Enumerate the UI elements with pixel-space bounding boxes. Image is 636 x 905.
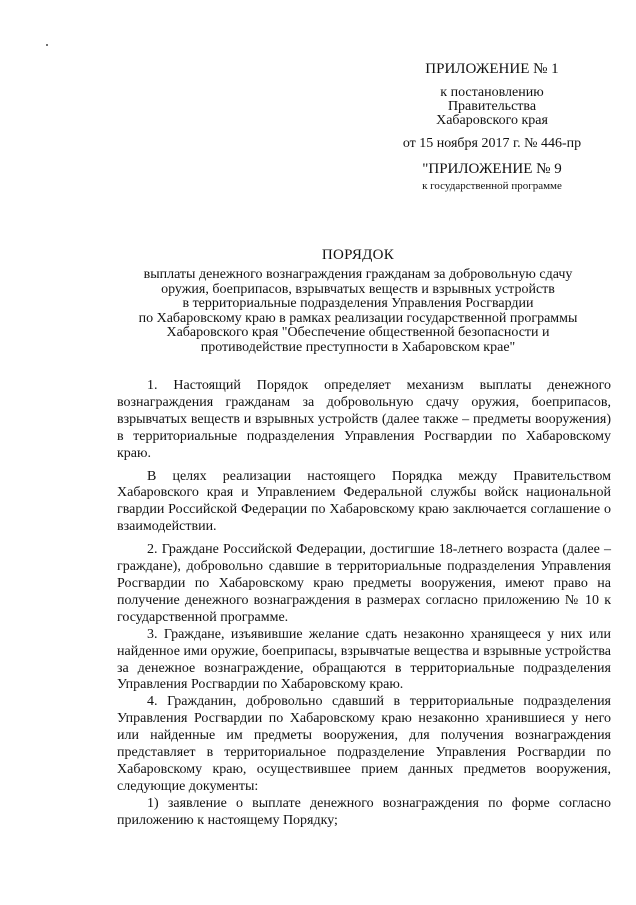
document-subtitle	[80, 268, 636, 356]
paragraph-4-item-1: 1) заявление о выплате денежного вознаграждения по форме согласно приложению к настоящему Порядку;	[117, 795, 611, 828]
appendix-region: Хабаровского края	[436, 113, 548, 128]
appendix-program-ref: к государственной программе	[422, 180, 562, 192]
subtitle-line: Хабаровского края "Обеспечение общественной безопасности и	[166, 325, 550, 341]
subtitle-line: противодействие преступности в Хабаровском крае"	[200, 339, 516, 355]
subtitle-line: выплаты денежного вознаграждения гражданам за добровольную сдачу	[143, 267, 573, 282]
appendix-government: Правительства	[447, 99, 537, 114]
appendix-number: ПРИЛОЖЕНИЕ № 1	[425, 61, 559, 77]
appendix-header	[372, 62, 612, 192]
paragraph-4: 4. Гражданин, добровольно сдавший в территориальные подразделения Управления Росгвардии по Хабаровскому краю незаконно хранившиеся у него или найденные им предметы вооружения, для получения вознаграждения представляет в территориальное подразделение Управления Росгвардии по Хабаровскому краю, осуществившее прием данных предметов вооружения, следующие документы:	[117, 694, 611, 794]
paragraph-3: 3. Граждане, изъявившие желание сдать незаконно хранящееся у них или найденное ими оружие, боеприпасы, взрывчатые вещества и взрывные устройства за денежное вознаграждение, обращаются в территориальные подразделения Управления Росгвардии по Хабаровскому краю.	[117, 626, 611, 693]
paragraph-1: 1. Настоящий Порядок определяет механизм выплаты денежного вознаграждения гражданам за добровольную сдачу оружия, боеприпасов, взрывчатых веществ и взрывных устройств (далее также – предметы вооружения) в территориальные подразделения Управления Росгвардии по Хабаровскому краю.	[117, 378, 611, 461]
subtitle-line: по Хабаровскому краю в рамках реализации государственной программы	[138, 310, 578, 326]
subtitle-line: оружия, боеприпасов, взрывчатых веществ и взрывных устройств	[161, 281, 555, 297]
subtitle-line: в территориальные подразделения Управления Росгвардии	[182, 296, 534, 312]
document-title: ПОРЯДОК	[321, 247, 395, 263]
appendix-program-number: "ПРИЛОЖЕНИЕ № 9	[422, 161, 562, 177]
scan-speck	[46, 44, 48, 46]
document-body	[117, 378, 611, 830]
paragraph-agreement: В целях реализации настоящего Порядка между Правительством Хабаровского края и Управлением Федеральной службы войск национальной гвардии Российской Федерации по Хабаровскому краю заключается соглашение о взаимодействии.	[117, 468, 611, 535]
paragraph-2: 2. Граждане Российской Федерации, достигшие 18-летнего возраста (далее – граждане), добровольно сдавшие в территориальные подразделения Управления Росгвардии по Хабаровскому краю предметы вооружения, имеют право на получение денежного вознаграждения в размерах согласно приложению № 10 к государственной программе.	[117, 542, 611, 625]
appendix-date-number: от 15 ноября 2017 г. № 446-пр	[402, 136, 582, 151]
appendix-resolution-ref: к постановлению	[440, 85, 544, 100]
